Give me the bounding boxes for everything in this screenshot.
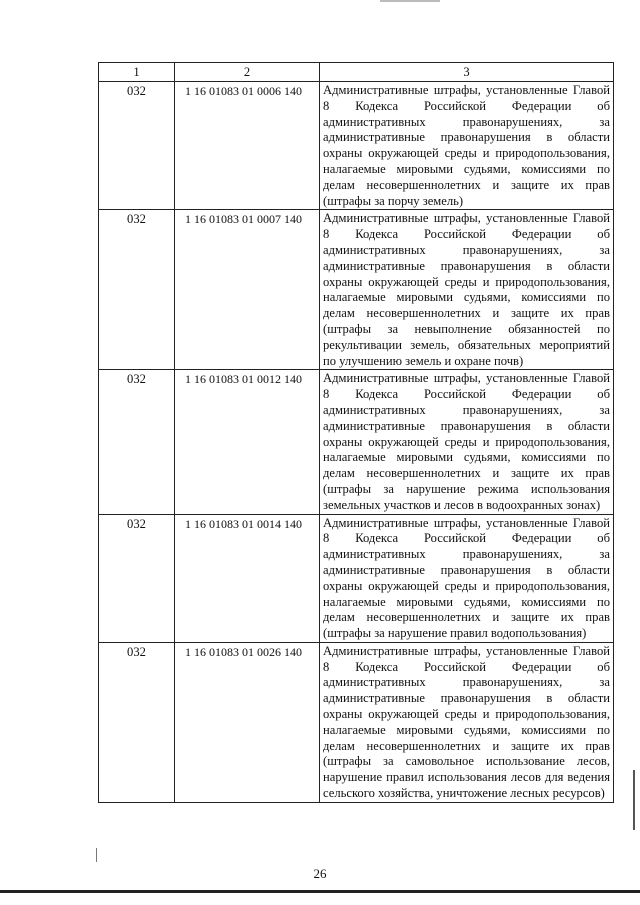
kbk-code-cell: 1 16 01083 01 0012 140	[175, 370, 320, 514]
description-cell: Административные штрафы, установленные Главой 8 Кодекса Российской Федерации об административных правонарушениях, за административные правонарушения в области охраны окружающей среды и природопользования, налагаемые мировыми судьями, комиссиями по делам несовершеннолетних и защите их прав (штрафы за невыполнение обязанностей по рекультивации земель, обязательных мероприятий по улучшению земель и охране почв)	[320, 210, 614, 370]
admin-code-cell: 032	[99, 514, 175, 642]
scan-artifact-left	[96, 848, 97, 862]
table-row	[99, 514, 614, 642]
page-number: 26	[313, 866, 327, 881]
table-header-row	[99, 63, 614, 82]
scan-artifact-top	[380, 0, 440, 2]
column-header-3: 3	[320, 63, 614, 82]
table-row	[99, 642, 614, 802]
scan-bottom-edge	[0, 890, 640, 893]
description-cell: Административные штрафы, установленные Главой 8 Кодекса Российской Федерации об административных правонарушениях, за административные правонарушения в области охраны окружающей среды и природопользования, налагаемые мировыми судьями, комиссиями по делам несовершеннолетних и защите их прав (штрафы за нарушение правил водопользования)	[320, 514, 614, 642]
scan-artifact-right-edge	[633, 770, 635, 830]
table-row	[99, 82, 614, 210]
admin-code-cell: 032	[99, 210, 175, 370]
kbk-code-cell: 1 16 01083 01 0006 140	[175, 82, 320, 210]
kbk-code-cell: 1 16 01083 01 0014 140	[175, 514, 320, 642]
description-cell: Административные штрафы, установленные Главой 8 Кодекса Российской Федерации об административных правонарушениях, за административные правонарушения в области охраны окружающей среды и природопользования, налагаемые мировыми судьями, комиссиями по делам несовершеннолетних и защите их прав (штрафы за самовольное использование лесов, нарушение правил использования лесов для ведения сельского хозяйства, уничтожение лесных ресурсов)	[320, 642, 614, 802]
table-row	[99, 370, 614, 514]
kbk-code-cell: 1 16 01083 01 0007 140	[175, 210, 320, 370]
table-row	[99, 210, 614, 370]
admin-code-cell: 032	[99, 370, 175, 514]
column-header-1: 1	[99, 63, 175, 82]
column-header-2: 2	[175, 63, 320, 82]
budget-codes-table	[98, 62, 614, 803]
admin-code-cell: 032	[99, 82, 175, 210]
description-cell: Административные штрафы, установленные Главой 8 Кодекса Российской Федерации об административных правонарушениях, за административные правонарушения в области охраны окружающей среды и природопользования, налагаемые мировыми судьями, комиссиями по делам несовершеннолетних и защите их прав (штрафы за порчу земель)	[320, 82, 614, 210]
description-cell: Административные штрафы, установленные Главой 8 Кодекса Российской Федерации об административных правонарушениях, за административные правонарушения в области охраны окружающей среды и природопользования, налагаемые мировыми судьями, комиссиями по делам несовершеннолетних и защите их прав (штрафы за нарушение режима использования земельных участков и лесов в водоохранных зонах)	[320, 370, 614, 514]
admin-code-cell: 032	[99, 642, 175, 802]
kbk-code-cell: 1 16 01083 01 0026 140	[175, 642, 320, 802]
